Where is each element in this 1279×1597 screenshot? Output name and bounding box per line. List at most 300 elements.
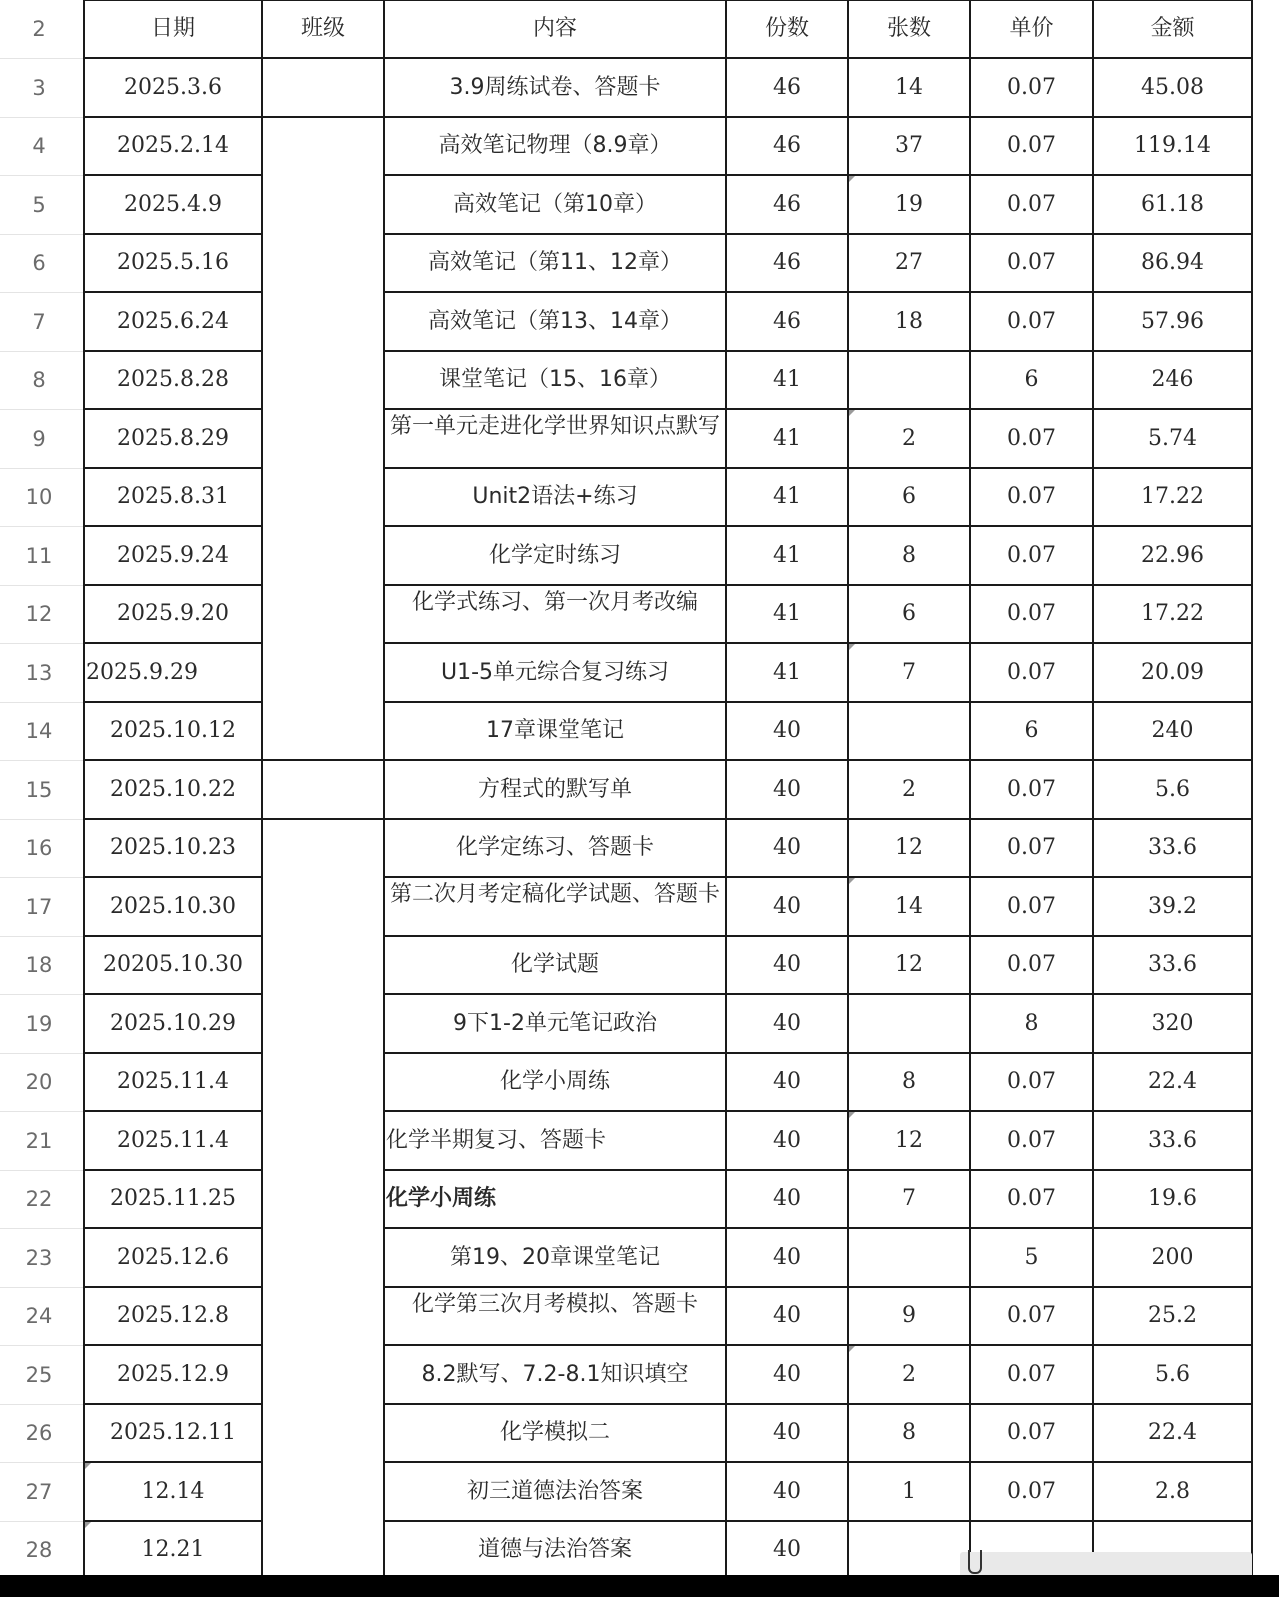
table-cell-sheets[interactable]: 12	[895, 952, 923, 977]
table-cell-class[interactable]	[262, 526, 384, 585]
table-cell-date[interactable]: 2025.8.28	[117, 367, 229, 392]
table-cell-sheets[interactable]: 8	[902, 1420, 916, 1445]
column-header[interactable]: 日期	[150, 16, 195, 41]
grid-hline	[384, 233, 1252, 235]
grid-hline	[384, 818, 1252, 820]
table-cell-date[interactable]: 2025.11.4	[117, 1069, 229, 1094]
table-cell-amount[interactable]: 25.2	[1148, 1303, 1197, 1328]
table-cell-date[interactable]: 2025.4.9	[124, 191, 222, 217]
table-cell-sheets[interactable]	[848, 351, 970, 409]
grid-vline	[83, 0, 85, 1575]
table-cell-price[interactable]: 0.07	[1007, 776, 1056, 802]
table-cell-class[interactable]	[262, 58, 384, 117]
row-gutter-line	[0, 234, 84, 235]
row-gutter-line	[0, 175, 84, 176]
table-cell-date[interactable]: 2025.9.24	[117, 542, 229, 568]
grid-hline	[84, 1403, 262, 1405]
table-cell-content[interactable]: 化学第三次月考模拟、答题卡	[411, 1292, 698, 1317]
table-cell-class[interactable]	[262, 1462, 384, 1521]
table-cell-price[interactable]: 0.07	[1007, 1303, 1056, 1328]
table-cell-sheets[interactable]: 7	[902, 659, 916, 685]
table-cell-sheets[interactable]: 18	[895, 308, 923, 334]
table-cell-content[interactable]: 初三道德法治答案	[466, 1478, 643, 1504]
grid-hline	[84, 408, 262, 410]
table-cell-date[interactable]: 2025.6.24	[117, 308, 229, 334]
grid-hline	[84, 1169, 262, 1171]
grid-hline	[384, 1169, 1252, 1171]
table-cell-price[interactable]: 0.07	[1007, 74, 1056, 100]
table-cell-price[interactable]: 0.07	[1007, 1420, 1056, 1445]
row-gutter-line	[0, 468, 84, 469]
grid-hline	[384, 642, 1252, 644]
table-cell-price[interactable]: 0.07	[1007, 659, 1056, 685]
table-cell-amount[interactable]: 240	[1151, 718, 1194, 743]
table-cell-price[interactable]: 0.07	[1007, 484, 1056, 509]
table-cell-price[interactable]: 0.07	[1007, 1069, 1056, 1094]
table-cell-class[interactable]	[262, 643, 384, 702]
table-cell-amount[interactable]: 22.4	[1148, 1069, 1197, 1094]
table-cell-date[interactable]: 2025.10.12	[110, 718, 236, 743]
row-number: 9	[32, 426, 46, 451]
grid-hline	[384, 408, 1252, 410]
table-cell-sheets[interactable]	[848, 1228, 970, 1287]
row-number: 26	[25, 1421, 53, 1445]
cell-comment-marker	[85, 1522, 91, 1528]
table-cell-amount[interactable]: 5.74	[1148, 425, 1197, 451]
table-cell-date[interactable]: 2025.2.14	[117, 133, 229, 158]
grid-vline	[1092, 0, 1094, 1575]
table-cell-class[interactable]	[262, 1111, 384, 1170]
table-cell-class[interactable]	[262, 1287, 384, 1345]
table-cell-copies[interactable]: 40	[773, 893, 801, 919]
table-cell-copies[interactable]: 40	[773, 1186, 801, 1211]
table-cell-sheets[interactable]: 9	[902, 1303, 916, 1328]
table-cell-amount[interactable]: 57.96	[1141, 308, 1204, 334]
table-cell-price[interactable]: 0.07	[1007, 191, 1056, 217]
table-cell-copies[interactable]: 40	[773, 835, 801, 860]
table-cell-amount[interactable]: 2.8	[1155, 1478, 1190, 1504]
table-cell-date[interactable]: 2025.8.29	[117, 425, 229, 451]
table-cell-class[interactable]	[262, 351, 384, 409]
grid-hline	[84, 993, 262, 995]
table-cell-copies[interactable]: 46	[773, 250, 801, 275]
row-gutter-line	[0, 351, 84, 352]
grid-vline	[969, 0, 971, 1575]
row-number: 12	[25, 602, 53, 626]
row-gutter-line	[0, 117, 84, 118]
table-cell-date[interactable]: 2025.5.16	[117, 250, 229, 275]
table-cell-copies[interactable]: 40	[773, 1303, 801, 1328]
table-cell-content[interactable]: 化学模拟二	[499, 1420, 610, 1445]
table-cell-sheets[interactable]	[848, 994, 970, 1053]
table-cell-sheets[interactable]	[848, 702, 970, 760]
table-cell-copies[interactable]: 46	[773, 133, 801, 158]
table-cell-content[interactable]: 道德与法治答案	[477, 1537, 632, 1562]
table-cell-sheets[interactable]: 2	[902, 1361, 916, 1387]
table-cell-content[interactable]: 3.9周练试卷、答题卡	[449, 74, 661, 100]
table-cell-copies[interactable]: 40	[773, 952, 801, 977]
table-cell-date[interactable]: 2025.12.8	[117, 1303, 229, 1328]
table-cell-sheets[interactable]: 27	[895, 250, 923, 275]
grid-hline	[384, 1227, 1252, 1229]
table-cell-sheets[interactable]	[848, 1521, 970, 1579]
column-header[interactable]: 内容	[532, 16, 577, 41]
row-gutter-line	[0, 585, 84, 586]
grid-hline	[384, 759, 1252, 761]
table-cell-date[interactable]: 2025.8.31	[117, 484, 229, 509]
row-gutter-line	[0, 760, 84, 761]
table-cell-date[interactable]: 2025.11.4	[117, 1127, 229, 1153]
row-number: 15	[25, 777, 53, 802]
table-cell-copies[interactable]: 41	[773, 367, 801, 392]
table-cell-content[interactable]: 化学定练习、答题卡	[455, 835, 654, 860]
table-cell-price[interactable]: 0.07	[1007, 1361, 1056, 1387]
table-cell-sheets[interactable]: 6	[902, 484, 916, 509]
row-number: 14	[25, 719, 53, 743]
grid-hline	[384, 701, 1252, 703]
row-number: 8	[32, 368, 46, 392]
table-cell-amount[interactable]: 119.14	[1134, 133, 1211, 158]
table-cell-content[interactable]: 高效笔记物理（8.9章）	[438, 133, 672, 158]
table-cell-price[interactable]: 0.07	[1007, 1186, 1056, 1211]
table-cell-copies[interactable]: 41	[773, 659, 801, 685]
row-gutter-line	[0, 409, 84, 410]
grid-hline	[84, 467, 262, 469]
table-cell-content[interactable]: U1-5单元综合复习练习	[440, 659, 670, 685]
grid-hline	[384, 57, 1252, 59]
grid-hline	[84, 1344, 262, 1346]
row-gutter-line	[0, 1462, 84, 1463]
table-cell-class[interactable]	[262, 117, 384, 175]
grid-hline	[84, 584, 262, 586]
table-cell-content[interactable]: 高效笔记（第13、14章）	[428, 308, 682, 334]
row-gutter-line	[0, 1404, 84, 1405]
table-cell-copies[interactable]: 40	[773, 1478, 801, 1504]
grid-hline	[84, 876, 262, 878]
row-gutter-line	[0, 1345, 84, 1346]
grid-hline	[84, 1227, 262, 1229]
grid-hline	[384, 1520, 1252, 1522]
table-cell-date[interactable]: 2025.12.9	[117, 1361, 229, 1387]
grid-vline	[383, 0, 385, 1575]
row-number: 7	[32, 309, 46, 334]
row-number: 24	[25, 1304, 53, 1328]
table-cell-sheets[interactable]: 8	[902, 1069, 916, 1094]
table-cell-copies[interactable]: 40	[773, 776, 801, 802]
grid-hline	[384, 525, 1252, 527]
grid-hline	[384, 1110, 1252, 1112]
grid-hline	[384, 584, 1252, 586]
table-cell-content[interactable]: 第19、20章课堂笔记	[450, 1244, 660, 1270]
grid-hline	[384, 1461, 1252, 1463]
table-cell-amount[interactable]: 19.6	[1148, 1186, 1197, 1211]
table-cell-class[interactable]	[262, 994, 384, 1053]
table-cell-date[interactable]: 2025.10.30	[110, 893, 236, 919]
row-number: 18	[25, 953, 53, 977]
table-cell-sheets[interactable]: 2	[902, 776, 916, 802]
grid-vline	[847, 0, 849, 1575]
table-cell-content[interactable]: 化学试题	[510, 952, 599, 977]
table-cell-sheets[interactable]: 14	[895, 74, 923, 100]
row-gutter-line	[0, 936, 84, 937]
table-cell-amount[interactable]: 5.6	[1155, 776, 1190, 802]
table-cell-price[interactable]: 0.07	[1007, 835, 1056, 860]
table-cell-amount[interactable]: 39.2	[1148, 893, 1197, 919]
table-cell-class[interactable]	[262, 1228, 384, 1287]
table-cell-copies[interactable]: 46	[773, 191, 801, 217]
table-cell-sheets[interactable]: 6	[902, 601, 916, 626]
row-gutter-line	[0, 819, 84, 820]
table-cell-sheets[interactable]: 12	[895, 835, 923, 860]
table-cell-sheets[interactable]: 14	[895, 893, 923, 919]
table-cell-price[interactable]: 6	[1024, 367, 1039, 392]
table-cell-class[interactable]	[262, 585, 384, 643]
table-cell-amount[interactable]: 33.6	[1148, 952, 1197, 977]
table-cell-copies[interactable]: 41	[773, 542, 801, 568]
table-cell-copies[interactable]: 40	[773, 1069, 801, 1094]
table-cell-sheets[interactable]: 12	[895, 1127, 923, 1153]
table-cell-class[interactable]	[262, 234, 384, 292]
table-cell-class[interactable]	[262, 819, 384, 877]
table-cell-date[interactable]: 2025.10.29	[110, 1010, 236, 1036]
row-number: 13	[25, 660, 53, 685]
grid-hline	[84, 818, 262, 820]
cell-comment-marker	[849, 878, 855, 884]
table-cell-amount[interactable]: 5.6	[1155, 1361, 1190, 1387]
grid-hline	[84, 116, 262, 118]
grid-hline	[384, 993, 1252, 995]
table-cell-price[interactable]: 8	[1024, 1010, 1039, 1036]
grid-hline	[262, 0, 384, 1]
table-cell-date[interactable]: 12.14	[141, 1478, 205, 1504]
table-cell-copies[interactable]: 41	[773, 601, 801, 626]
table-cell-class[interactable]	[262, 1170, 384, 1228]
table-cell-content[interactable]: 第二次月考定稿化学试题、答题卡	[390, 882, 721, 907]
table-cell-sheets[interactable]: 1	[902, 1478, 916, 1504]
table-cell-amount[interactable]: 20.09	[1141, 659, 1204, 685]
column-header[interactable]: 单价	[1009, 16, 1054, 41]
table-cell-date[interactable]: 20205.10.30	[103, 952, 243, 977]
table-cell-date[interactable]: 2025.9.20	[117, 601, 229, 626]
grid-hline	[384, 935, 1252, 937]
row-gutter-line	[0, 1287, 84, 1288]
row-number: 27	[25, 1479, 53, 1504]
grid-hline	[384, 116, 1252, 118]
table-cell-class[interactable]	[262, 702, 384, 760]
table-cell-content[interactable]: 化学定时练习	[488, 542, 621, 568]
row-number: 3	[32, 75, 46, 100]
cup-icon	[968, 1550, 982, 1574]
row-number: 25	[25, 1362, 53, 1387]
table-cell-price[interactable]: 5	[1024, 1244, 1039, 1270]
table-cell-copies[interactable]: 40	[773, 718, 801, 743]
table-cell-price[interactable]: 0.07	[1007, 601, 1056, 626]
grid-hline	[384, 1286, 1252, 1288]
cell-comment-marker	[849, 410, 855, 416]
grid-hline	[84, 1110, 262, 1112]
table-cell-price[interactable]: 0.07	[1007, 308, 1056, 334]
table-cell-date[interactable]: 2025.9.29	[86, 659, 198, 685]
table-cell-copies[interactable]: 40	[773, 1010, 801, 1036]
table-cell-amount[interactable]: 45.08	[1141, 74, 1204, 100]
table-cell-copies[interactable]: 46	[773, 74, 801, 100]
table-cell-price[interactable]: 0.07	[1007, 952, 1056, 977]
grid-hline	[262, 57, 384, 59]
row-number: 5	[32, 192, 46, 217]
table-cell-class[interactable]	[262, 877, 384, 936]
table-cell-class[interactable]	[262, 760, 384, 819]
grid-hline	[84, 935, 262, 937]
table-cell-sheets[interactable]: 7	[902, 1186, 916, 1211]
table-cell-price[interactable]: 0.07	[1007, 1478, 1056, 1504]
row-number: 17	[25, 894, 53, 919]
table-cell-date[interactable]: 2025.3.6	[124, 74, 222, 100]
grid-hline	[384, 467, 1252, 469]
table-cell-class[interactable]	[262, 175, 384, 234]
table-cell-copies[interactable]: 46	[773, 308, 801, 334]
table-cell-sheets[interactable]: 19	[895, 191, 923, 217]
table-cell-price[interactable]: 0.07	[1007, 542, 1056, 568]
table-cell-amount[interactable]: 22.4	[1148, 1420, 1197, 1445]
grid-hline	[84, 1461, 262, 1463]
row-gutter-line	[0, 702, 84, 703]
table-cell-sheets[interactable]: 2	[902, 425, 916, 451]
row-gutter-line	[0, 1111, 84, 1112]
table-cell-class[interactable]	[262, 1404, 384, 1462]
grid-hline	[384, 174, 1252, 176]
table-cell-copies[interactable]: 40	[773, 1361, 801, 1387]
grid-hline	[84, 525, 262, 527]
table-cell-price[interactable]: 0.07	[1007, 250, 1056, 275]
table-cell-date[interactable]: 12.21	[141, 1537, 205, 1562]
table-cell-class[interactable]	[262, 292, 384, 351]
table-cell-copies[interactable]: 40	[773, 1537, 801, 1562]
cell-comment-marker	[849, 644, 855, 650]
row-number: 16	[25, 836, 53, 860]
table-cell-sheets[interactable]: 37	[895, 133, 923, 158]
row-number: 19	[25, 1011, 53, 1036]
table-cell-class[interactable]	[262, 1521, 384, 1579]
grid-hline	[384, 291, 1252, 293]
table-cell-content[interactable]: 化学小周练	[499, 1069, 610, 1094]
table-cell-price[interactable]: 0.07	[1007, 133, 1056, 158]
grid-hline	[84, 642, 262, 644]
table-cell-copies[interactable]: 40	[773, 1127, 801, 1153]
row-gutter-line	[0, 526, 84, 527]
table-cell-content[interactable]: Unit2语法+练习	[472, 484, 638, 509]
cell-comment-marker	[849, 1346, 855, 1352]
table-cell-class[interactable]	[262, 936, 384, 994]
table-cell-content[interactable]: 9下1-2单元笔记政治	[453, 1010, 657, 1036]
table-cell-content[interactable]: 高效笔记（第11、12章）	[428, 250, 682, 275]
table-cell-content[interactable]: 高效笔记（第10章）	[453, 191, 657, 217]
grid-hline	[84, 350, 262, 352]
row-gutter-line	[0, 1170, 84, 1171]
table-cell-content[interactable]: 化学式练习、第一次月考改编	[411, 590, 698, 615]
table-cell-copies[interactable]: 41	[773, 425, 801, 451]
table-cell-class[interactable]	[262, 409, 384, 468]
cell-comment-marker	[849, 176, 855, 182]
column-header[interactable]: 张数	[886, 16, 931, 41]
table-cell-amount[interactable]: 246	[1151, 367, 1194, 392]
grid-hline	[384, 0, 1252, 1]
table-cell-content[interactable]: 课堂笔记（15、16章）	[439, 367, 671, 392]
row-number: 21	[25, 1128, 53, 1153]
row-number: 11	[25, 543, 53, 568]
row-number: 2	[32, 17, 46, 41]
table-cell-date[interactable]: 2025.11.25	[110, 1186, 236, 1211]
row-gutter-line	[0, 1228, 84, 1229]
row-number: 22	[25, 1187, 53, 1211]
table-cell-class[interactable]	[262, 1345, 384, 1404]
bottom-bar	[0, 1575, 1279, 1597]
table-cell-class[interactable]	[262, 468, 384, 526]
table-cell-copies[interactable]: 40	[773, 1244, 801, 1270]
table-cell-price[interactable]: 0.07	[1007, 893, 1056, 919]
grid-hline	[262, 759, 384, 761]
table-cell-date[interactable]: 2025.10.23	[110, 835, 236, 860]
column-header[interactable]: 金额	[1150, 16, 1195, 41]
grid-vline	[261, 0, 263, 1575]
table-cell-amount[interactable]: 61.18	[1141, 191, 1204, 217]
table-cell-amount[interactable]: 17.22	[1141, 601, 1204, 626]
table-cell-amount[interactable]: 200	[1151, 1244, 1194, 1270]
table-cell-copies[interactable]: 41	[773, 484, 801, 509]
table-cell-amount[interactable]: 22.96	[1141, 542, 1204, 568]
grid-hline	[84, 233, 262, 235]
table-cell-price[interactable]: 0.07	[1007, 1127, 1056, 1153]
table-cell-date[interactable]: 2025.10.22	[110, 776, 236, 802]
grid-hline	[384, 350, 1252, 352]
table-cell-amount[interactable]: 33.6	[1148, 1127, 1197, 1153]
table-cell-content[interactable]: 17章课堂笔记	[486, 718, 624, 743]
grid-vline	[1251, 0, 1253, 1575]
table-cell-sheets[interactable]: 8	[902, 542, 916, 568]
grid-hline	[84, 57, 262, 59]
table-cell-content[interactable]: 方程式的默写单	[477, 776, 632, 802]
table-cell-amount[interactable]: 86.94	[1141, 250, 1204, 275]
table-cell-copies[interactable]: 40	[773, 1420, 801, 1445]
table-cell-date[interactable]: 2025.12.6	[117, 1244, 229, 1270]
table-cell-price[interactable]: 6	[1024, 718, 1039, 743]
table-cell-amount[interactable]: 17.22	[1141, 484, 1204, 509]
table-cell-content[interactable]: 第一单元走进化学世界知识点默写	[390, 414, 721, 439]
table-cell-content[interactable]: 化学半期复习、答题卡	[386, 1127, 607, 1153]
table-cell-price[interactable]: 0.07	[1007, 425, 1056, 451]
row-gutter-line	[0, 877, 84, 878]
grid-hline	[84, 0, 262, 1]
table-cell-content[interactable]: 8.2默写、7.2-8.1知识填空	[421, 1361, 689, 1387]
table-cell-amount[interactable]: 320	[1151, 1010, 1194, 1036]
table-cell-date[interactable]: 2025.12.11	[110, 1420, 236, 1445]
row-number: 20	[25, 1070, 53, 1094]
grid-hline	[262, 116, 384, 118]
table-cell-class[interactable]	[262, 1053, 384, 1111]
row-number: 10	[25, 485, 53, 509]
grid-hline	[84, 1286, 262, 1288]
cell-comment-marker	[849, 1112, 855, 1118]
grid-hline	[262, 818, 384, 820]
row-number: 23	[25, 1245, 53, 1270]
grid-hline	[384, 876, 1252, 878]
column-header[interactable]: 份数	[764, 16, 809, 41]
grid-hline	[84, 1520, 262, 1522]
row-gutter-line	[0, 994, 84, 995]
column-header[interactable]: 班级	[300, 16, 345, 41]
table-cell-amount[interactable]: 33.6	[1148, 835, 1197, 860]
row-gutter-line	[0, 1053, 84, 1054]
table-cell-content[interactable]: 化学小周练	[386, 1186, 497, 1211]
